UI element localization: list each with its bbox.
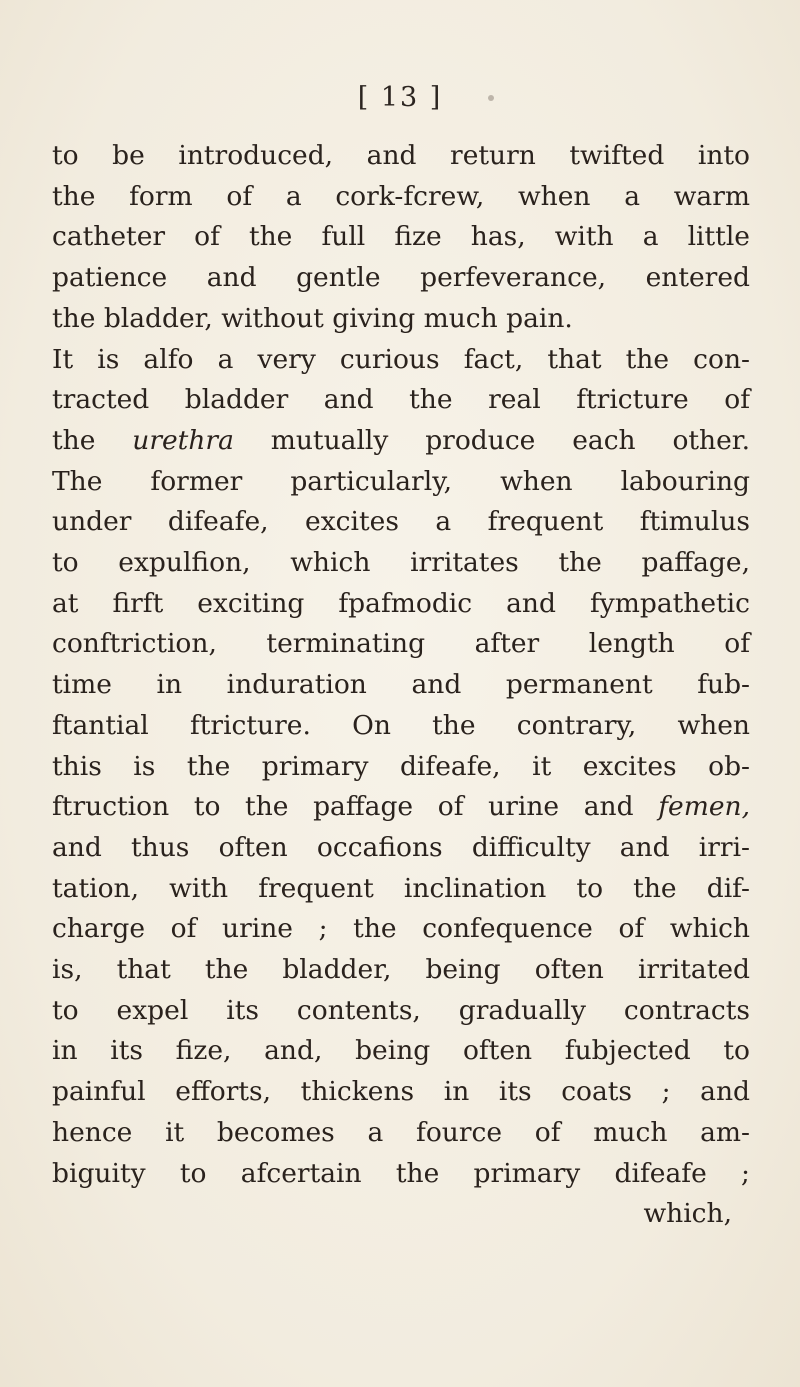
text-line: to be introduced, and return twifted into	[52, 140, 750, 171]
text-line: tation, with frequent inclination to the dif-	[52, 872, 750, 904]
text-line: time in induration and permanent fub-	[52, 669, 750, 701]
text-line: in its fize, and, being often fubjected to	[52, 1035, 750, 1067]
text-line: tracted bladder and the real ftricture of	[52, 384, 750, 416]
text-line: and thus often occafions difficulty and irri-	[52, 831, 750, 863]
text-line: conftriction, terminating after length of	[52, 628, 750, 660]
text-line: the bladder, without giving much pain.	[52, 302, 573, 334]
text-line: patience and gentle perfeverance, entered	[52, 262, 750, 294]
text-line: biguity to afcertain the primary difeafe ;	[52, 1157, 750, 1189]
text-line: to expel its contents, gradually contracts	[52, 994, 750, 1026]
text-line: The former particularly, when labouring	[52, 465, 750, 497]
text-line: ftantial ftricture. On the contrary, when	[52, 709, 750, 741]
text-line: painful efforts, thickens in its coats ; and	[52, 1076, 750, 1108]
text-line: It is alfo a very curious fact, that the con-	[52, 343, 750, 375]
text-line: this is the primary difeafe, it excites ob-	[52, 750, 750, 782]
text-line: hence it becomes a fource of much am-	[52, 1116, 750, 1148]
text-line: at firft exciting fpafmodic and fympathetic	[52, 587, 750, 619]
body-text	[52, 136, 750, 1235]
text-line: under difeafe, excites a frequent ftimulus	[52, 506, 750, 538]
italic-word: femen,	[658, 791, 750, 823]
text-line: catheter of the full fize has, with a little	[52, 221, 750, 253]
text-line: is, that the bladder, being often irritated	[52, 954, 750, 986]
catchword: which,	[643, 1198, 732, 1230]
text-line: ftruction to the paffage of urine and femen,	[52, 791, 750, 823]
italic-word: urethra	[132, 424, 234, 456]
text-line: to expulfion, which irritates the paffage,	[52, 547, 750, 579]
text-line: charge of urine ; the confequence of which	[52, 913, 750, 945]
text-line: the form of a cork-fcrew, when a warm	[52, 180, 750, 212]
page-number: [ 13 ]	[357, 82, 443, 113]
text-line: the urethra mutually produce each other.	[52, 424, 750, 456]
